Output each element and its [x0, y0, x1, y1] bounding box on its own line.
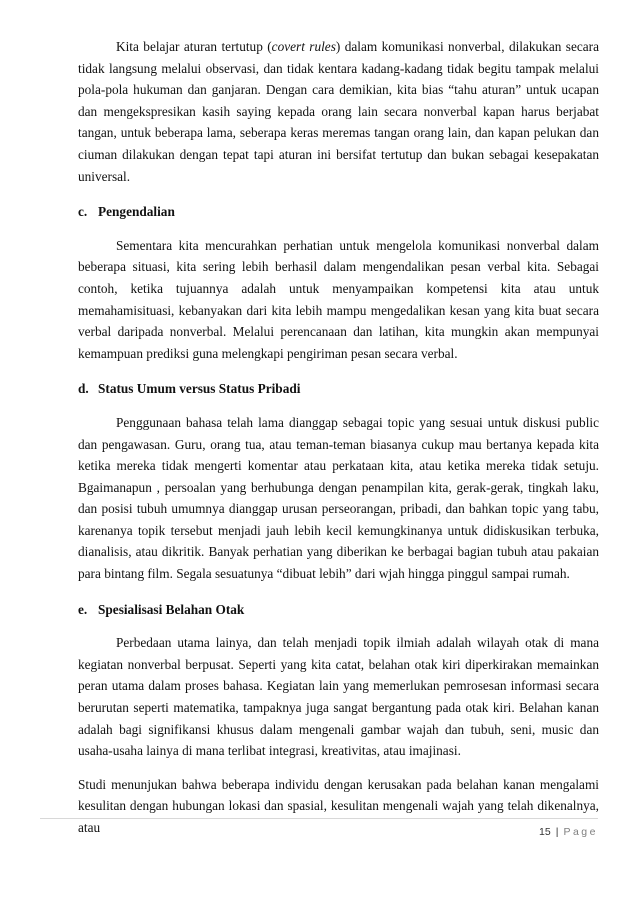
page-body: [78, 36, 599, 839]
section-heading-d: [78, 378, 599, 400]
section-title: Status Umum versus Status Pribadi: [98, 381, 301, 397]
italic-term: covert rules: [271, 39, 336, 54]
paragraph-pengendalian: Sementara kita mencurahkan perhatian untuk mengelola komunikasi nonverbal dalam beberapa situasi, kita sering lebih berhasil dalam mengendalikan pesan verbal kita. Sebagai contoh, ketika tujuannya adalah untuk menyampaikan kompetensi kita atau untuk memahamisituasi, kebanyakan dari kita lebih mampu mengedalikan kesan yang kita buat secara verbal daripada nonverbal. Melalui perencanaan dan latihan, kita mungkin akan mempunyai kemampuan prediksi guna melengkapi pengiriman pesan secara verbal.: [78, 237, 599, 361]
page-number: 15: [539, 826, 551, 838]
paragraph-text: Kita belajar aturan tertutup (: [116, 39, 272, 54]
paragraph-studi: Studi menunjukan bahwa beberapa individu dengan kerusakan pada belahan kanan mengalami kesulitan dengan hubungan lokasi dan spasial, kesulitan mengenali wajah yang telah dikenalnya, atau: [78, 776, 599, 835]
section-letter: e.: [78, 601, 88, 617]
footer-separator: |: [555, 826, 559, 838]
section-letter: c.: [78, 204, 88, 220]
paragraph-status: Penggunaan bahasa telah lama dianggap sebagai topic yang sesuai untuk diskusi public dan pengawasan. Guru, orang tua, atau teman-teman biasanya cukup mau bertanya kepada kita ketika mereka tidak mengerti komentar atau perkataan kita, atau ketika mereka tidak setuju. Bgaimanapun , persoalan yang berhubunga dengan penampilan kita, gerak-gerak, tingkah laku, dan posisi tubuh umumnya dianggap urusan perseorangan, pribadi, dan bahkan topic yang tabu, karenanya topik tersebut menjadi jauh lebih kecil kemungkinanya untuk didiskusikan terbuka, dianalisis, atau dikritik. Banyak perhatian yang diberikan ke berbagai bagian tubuh atau pakaian para bintang film. Segala sesuatunya “dibuat lebih” dari wjah hingga pinggul sampai rumah.: [78, 414, 599, 582]
section-heading-e: [78, 599, 599, 621]
section-title: Pengendalian: [98, 204, 175, 220]
page-label: Page: [563, 826, 598, 838]
paragraph-belahan-otak: Perbedaan utama lainya, dan telah menjadi topik ilmiah adalah wilayah otak di mana kegiatan nonverbal berpusat. Seperti yang kita catat, belahan otak kiri diperkirakan memainkan peran utama dalam proses bahasa. Kegiatan lain yang memerlukan pemrosesan informasi secara berurutan seperti matematika, tampaknya juga sangat bergantung pada otak kiri. Belahan kanan adalah bagi signifikansi khusus dalam mengenali gambar wajah dan tubuh, seni, music dan usaha-usaha lainya di mana terlibat integrasi, kreativitas, atau imajinasi.: [78, 635, 599, 759]
section-heading-c: [78, 201, 599, 223]
section-title: Spesialisasi Belahan Otak: [98, 601, 245, 617]
page-footer: [539, 826, 598, 838]
footer-divider: [40, 818, 598, 819]
paragraph-covert-rules: [78, 36, 599, 187]
paragraph-text: ) dalam komunikasi nonverbal, dilakukan secara tidak langsung melalui observasi, dan tidak kentara kadang-kadang tidak begitu tampak melalui pola-pola hukuman dan ganjaran. Dengan cara demikian, kita bias “tahu aturan” untuk ucapan dan mengekspresikan kasih saying kepada orang lain secara nonverbal kapan harus berjabat tangan, untuk beberapa lama, seberapa keras meremas tangan orang lain, dan kapan pelukan dan ciuman dilakukan dengan tepat tapi aturan ini bersifat tertutup dan bukan sebagai kesepakatan universal.: [78, 39, 599, 184]
section-letter: d.: [78, 381, 89, 397]
